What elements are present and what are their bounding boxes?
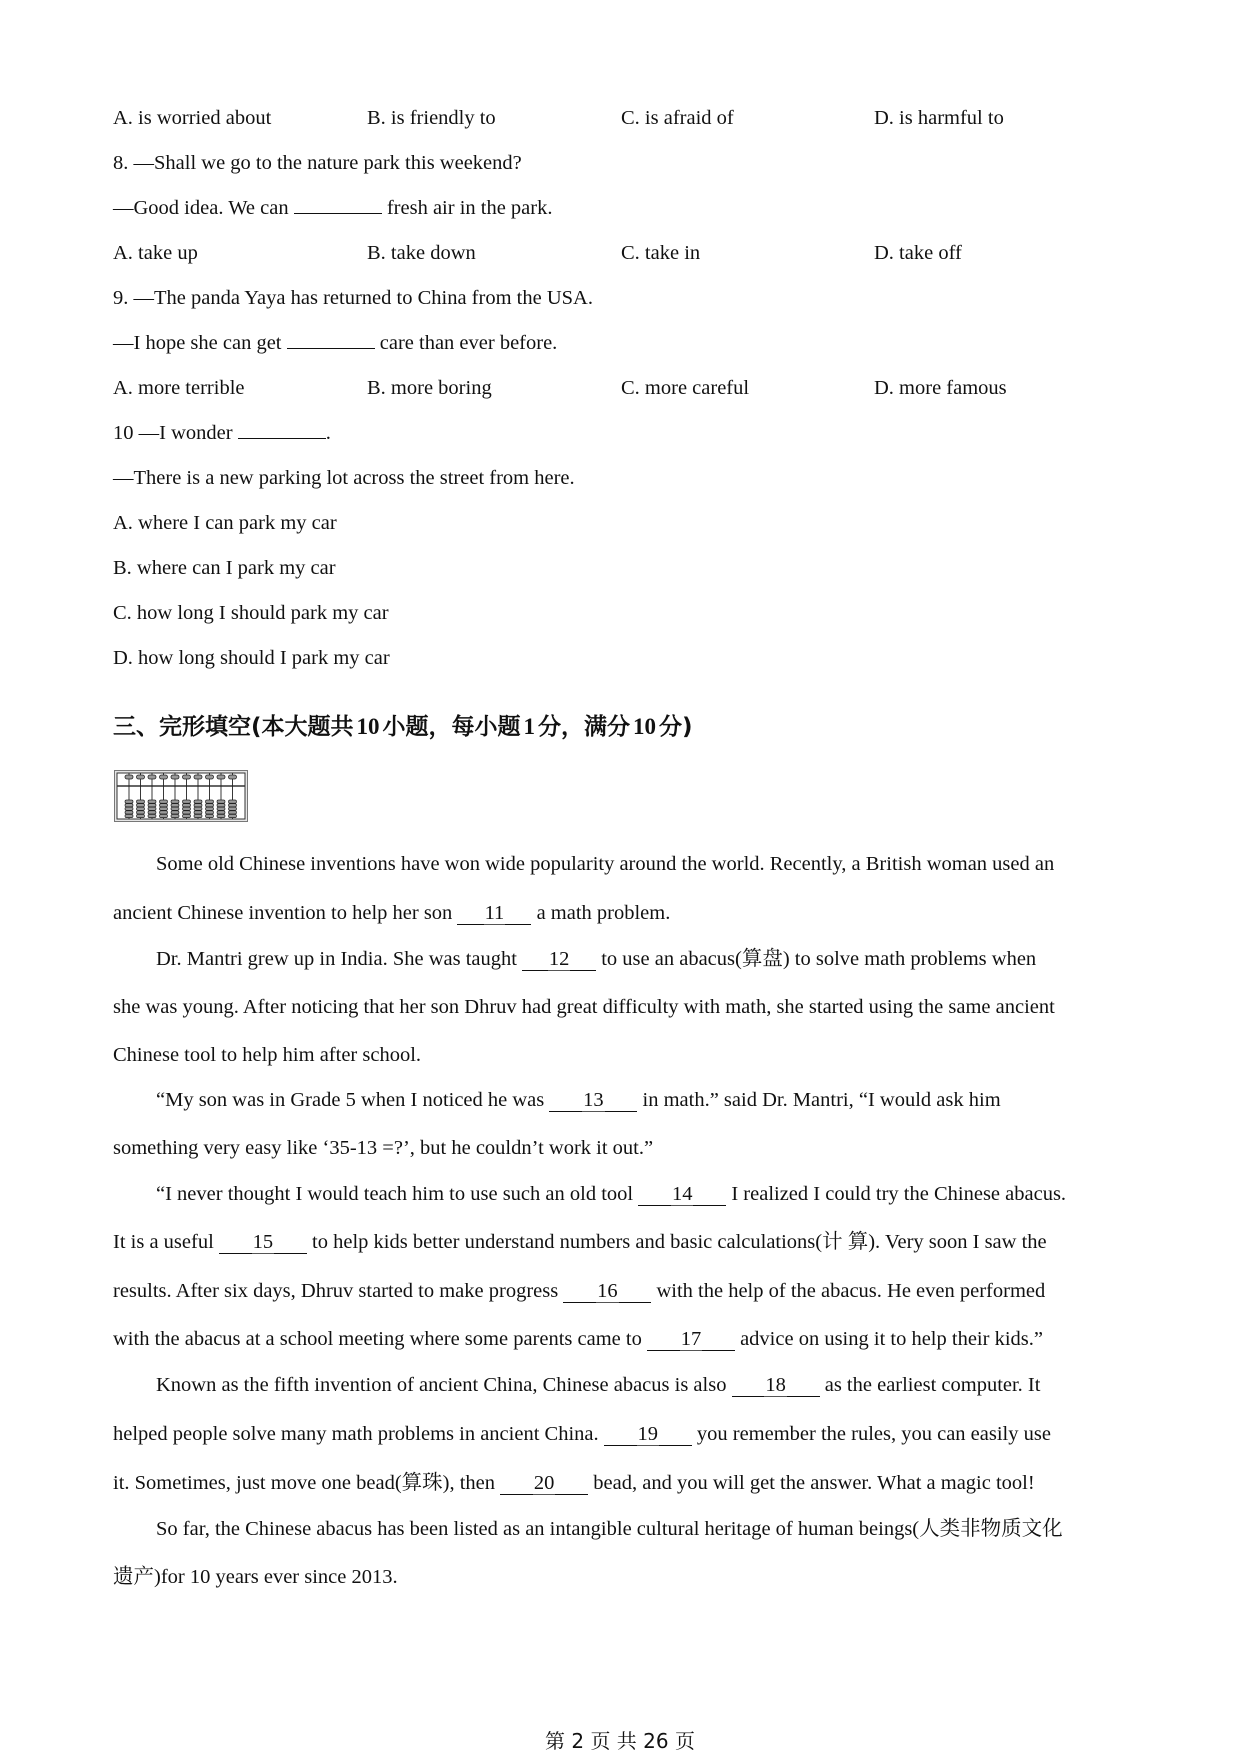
abacus-icon — [114, 770, 248, 822]
section-points-total: 10 — [633, 714, 657, 739]
q9-reply-after: care than ever before. — [379, 332, 558, 354]
q10-option-c: C. how long I should park my car — [113, 602, 389, 624]
q10-prompt — [113, 420, 331, 446]
blank-18[interactable] — [732, 1374, 820, 1397]
passage-line — [113, 1564, 398, 1590]
passage-text: to help kids better understand numbers and basic calculations(计 算). Very soon I saw the — [312, 1231, 1047, 1253]
section-question-count: 10 — [356, 714, 380, 739]
blank-15[interactable] — [219, 1231, 307, 1254]
q9-option-c: C. more careful — [621, 377, 750, 399]
section-heading-suffix: 分) — [659, 714, 693, 740]
blank-number: 18 — [765, 1374, 786, 1396]
q8-reply-before: —Good idea. We can — [113, 197, 289, 219]
q7-option-b: B. is friendly to — [367, 107, 496, 129]
section-heading-mid2: 分，满分 — [538, 714, 631, 740]
passage-text: Some old Chinese inventions have won wide popularity around the world. Recently, a British woman used an — [156, 853, 1055, 875]
blank-12[interactable] — [522, 948, 596, 971]
q10-prompt-before: 10 —I wonder — [113, 422, 233, 444]
passage-line — [113, 1042, 421, 1068]
passage-line — [113, 900, 670, 926]
passage-line — [113, 1278, 1045, 1304]
passage-text: it. Sometimes, just move one bead(算珠), then — [113, 1472, 496, 1494]
blank-number: 12 — [548, 948, 570, 970]
q7-option-d: D. is harmful to — [874, 107, 1004, 129]
q10-prompt-after: . — [325, 422, 331, 444]
page-number: 第 2 页 共 26 页 — [545, 1729, 695, 1753]
q10-blank — [238, 420, 326, 439]
passage-line — [113, 1326, 1043, 1352]
q9-reply — [113, 330, 557, 356]
passage-text: in math.” said Dr. Mantri, “I would ask him — [642, 1089, 1001, 1111]
passage-text: she was young. After noticing that her son Dhruv had great difficulty with math, she started using the same ancient — [113, 996, 1055, 1018]
passage-line — [113, 1135, 653, 1161]
passage-text: 遗产)for 10 years ever since 2013. — [113, 1566, 398, 1588]
passage-line — [113, 1229, 1047, 1255]
section-points-each: 1 — [523, 714, 536, 739]
passage-text: a math problem. — [536, 902, 671, 924]
blank-number: 16 — [597, 1280, 618, 1302]
passage-text: It is a useful — [113, 1231, 214, 1253]
passage-text: I realized I could try the Chinese abacus. — [731, 1183, 1067, 1205]
passage-text: bead, and you will get the answer. What a magic tool! — [593, 1472, 1035, 1494]
q8-option-d: D. take off — [874, 242, 962, 264]
passage-line — [113, 1470, 1035, 1496]
q7-option-c: C. is afraid of — [621, 107, 734, 129]
blank-11[interactable] — [457, 902, 531, 925]
blank-13[interactable] — [549, 1089, 637, 1112]
q8-reply — [113, 195, 553, 221]
passage-line — [156, 1087, 1001, 1113]
blank-number: 20 — [533, 1472, 555, 1494]
q10-option-b: B. where can I park my car — [113, 557, 336, 579]
q8-option-b: B. take down — [367, 242, 476, 264]
passage-text: advice on using it to help their kids.” — [740, 1328, 1043, 1350]
q8-option-a: A. take up — [113, 242, 198, 264]
q9-reply-before: —I hope she can get — [113, 332, 282, 354]
passage-line — [156, 1372, 1040, 1398]
passage-text: So far, the Chinese abacus has been listed as an intangible cultural heritage of human beings(人类非物质文化 — [156, 1518, 1063, 1540]
q9-option-a: A. more terrible — [113, 377, 245, 399]
blank-17[interactable] — [647, 1328, 735, 1351]
passage-line — [156, 946, 1036, 972]
blank-number: 13 — [583, 1089, 604, 1111]
passage-text: results. After six days, Dhruv started to make progress — [113, 1280, 559, 1302]
q7-option-a: A. is worried about — [113, 107, 272, 129]
passage-line — [113, 994, 1055, 1020]
q9-option-d: D. more famous — [874, 377, 1007, 399]
blank-19[interactable] — [604, 1423, 692, 1446]
blank-number: 11 — [484, 902, 505, 924]
blank-14[interactable] — [638, 1183, 726, 1206]
section-heading — [113, 708, 693, 741]
blank-number: 19 — [637, 1423, 658, 1445]
abacus-illustration — [114, 770, 248, 822]
q10-reply: —There is a new parking lot across the street from here. — [113, 467, 575, 489]
passage-text: Chinese tool to help him after school. — [113, 1044, 422, 1066]
q8-prompt: 8. —Shall we go to the nature park this weekend? — [113, 152, 522, 174]
passage-line — [156, 1516, 1063, 1542]
passage-text: with the abacus at a school meeting where some parents came to — [113, 1328, 642, 1350]
q8-blank — [294, 195, 382, 214]
q9-prompt: 9. —The panda Yaya has returned to China from the USA. — [113, 287, 593, 309]
passage-text: Dr. Mantri grew up in India. She was taught — [156, 948, 517, 970]
passage-line — [156, 1181, 1066, 1207]
passage-text: something very easy like ‘35-13 =?’, but he couldn’t work it out.” — [113, 1137, 654, 1159]
blank-number: 15 — [252, 1231, 274, 1253]
passage-text: you remember the rules, you can easily use — [696, 1423, 1051, 1445]
q10-option-d: D. how long should I park my car — [113, 647, 390, 669]
passage-text: with the help of the abacus. He even performed — [656, 1280, 1046, 1302]
blank-20[interactable] — [500, 1472, 588, 1495]
passage-line — [156, 851, 1054, 877]
passage-line — [113, 1421, 1051, 1447]
passage-text: to use an abacus(算盘) to solve math problems when — [601, 948, 1037, 970]
passage-text: helped people solve many math problems in ancient China. — [113, 1423, 599, 1445]
section-heading-mid1: 小题，每小题 — [382, 714, 521, 740]
q9-option-b: B. more boring — [367, 377, 492, 399]
q8-reply-after: fresh air in the park. — [386, 197, 553, 219]
blank-16[interactable] — [563, 1280, 651, 1303]
blank-number: 14 — [671, 1183, 693, 1205]
passage-text: as the earliest computer. It — [824, 1374, 1041, 1396]
q9-blank — [287, 330, 375, 349]
passage-text: ancient Chinese invention to help her son — [113, 902, 453, 924]
q8-option-c: C. take in — [621, 242, 701, 264]
passage-text: “I never thought I would teach him to use such an old tool — [156, 1183, 634, 1205]
blank-number: 17 — [680, 1328, 702, 1350]
passage-text: Known as the fifth invention of ancient China, Chinese abacus is also — [156, 1374, 727, 1396]
passage-text: “My son was in Grade 5 when I noticed he was — [156, 1089, 545, 1111]
section-heading-prefix: 三、完形填空(本大题共 — [113, 714, 354, 740]
q10-option-a: A. where I can park my car — [113, 512, 337, 534]
